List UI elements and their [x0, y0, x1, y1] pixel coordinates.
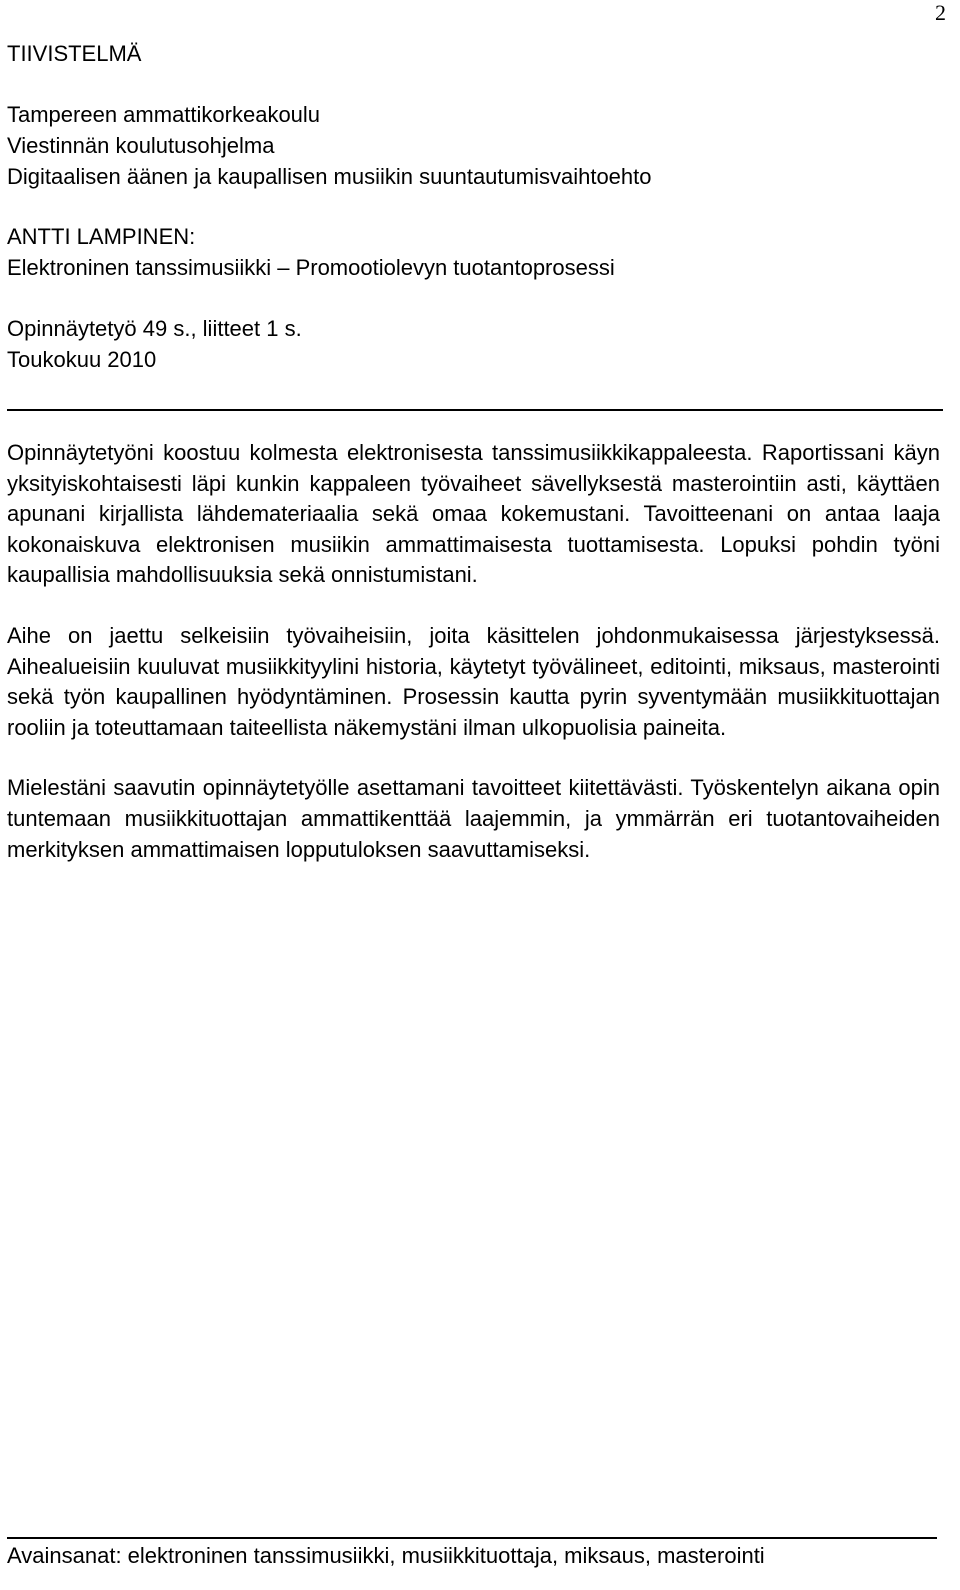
abstract-paragraph: Aihe on jaettu selkeisiin työvaiheisiin, joita käsittelen johdonmukaisessa järjestyksessä. Aihealueisiin kuuluvat musiikkityylini historia, käytetyt työvälineet, editointi, miksaus, masterointi sekä työn kaupallinen hyödyntäminen. Prosessin kautta pyrin syventymään musiikkituottajan rooliin ja toteuttamaan taiteellista näkemystäni ilman ulkopuolisia paineita. [7, 622, 940, 740]
abstract-paragraph: Mielestäni saavutin opinnäytetyölle asettamani tavoitteet kiitettävästi. Työskentelyn aikana opin tuntemaan musiikkituottajan ammattikenttää laajemmin, ja ymmärrän eri tuotantovaiheiden merkityksen ammattimaisen lopputuloksen saavuttamiseksi. [7, 775, 940, 862]
author-block [7, 221, 940, 283]
institution-block [7, 99, 940, 192]
school-name: Tampereen ammattikorkeakoulu [7, 102, 321, 127]
date: Toukokuu 2010 [7, 347, 157, 372]
keywords: Avainsanat: elektroninen tanssimusiikki, musiikkituottaja, miksaus, masterointi [7, 1537, 937, 1571]
header-block [7, 38, 940, 375]
abstract-body [7, 438, 940, 895]
page-count: Opinnäytetyö 49 s., liitteet 1 s. [7, 316, 302, 341]
programme-name: Viestinnän koulutusohjelma [7, 133, 275, 158]
divider [7, 409, 943, 411]
page-number: 2 [935, 0, 946, 25]
abstract-paragraph: Opinnäytetyöni koostuu kolmesta elektronisesta tanssimusiikkikappaleesta. Raportissani käyn yksityiskohtaisesti läpi kunkin kappaleen työvaiheet sävellyksestä masterointiin asti, käyttäen apunani kirjallista lähdemateriaalia sekä omaa kokemustani. Tavoitteenani on antaa laaja kokonaiskuva elektronisen musiikin ammattimaisesta tuottamisesta. Lopuksi pohdin työni kaupallisia mahdollisuuksia sekä onnistumistani. [7, 440, 940, 588]
thesis-title: Elektroninen tanssimusiikki – Promootiolevyn tuotantoprosessi [7, 255, 615, 280]
page-title: TIIVISTELMÄ [7, 41, 142, 66]
details-block [7, 313, 940, 375]
author-name: ANTTI LAMPINEN: [7, 224, 196, 249]
specialisation-name: Digitaalisen äänen ja kaupallisen musiikin suuntautumisvaihtoehto [7, 164, 652, 189]
